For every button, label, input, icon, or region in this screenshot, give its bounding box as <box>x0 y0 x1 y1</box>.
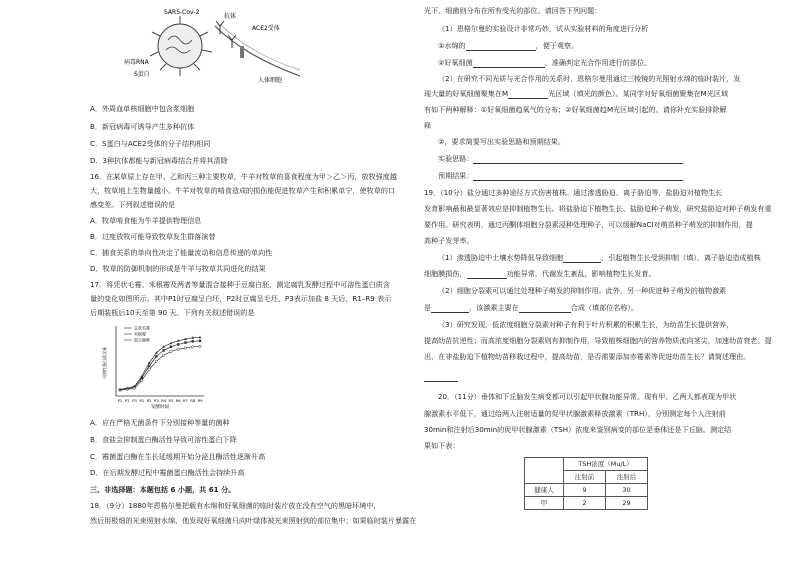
series-line <box>120 346 200 390</box>
x-tick-label: R1 <box>139 399 145 403</box>
x-tick-label: P1 <box>117 399 123 403</box>
r-line-16b: 功能异常，代谢发生紊乱，影响植物生长发育。 <box>506 269 656 278</box>
q16-option-a: A．牧草啃食能为牛羊提供物理信息 <box>90 216 202 225</box>
r-line-4: （2）在研究不同光质与光合作用的关系时，恩格尔曼用通过三棱镜的光照射水绵的临时装片，发 <box>438 74 741 83</box>
fermentation-chart <box>100 322 210 410</box>
blank-6[interactable] <box>563 254 601 263</box>
q17-stem-3: 后期装瓶后10天至第 90 天。下列有关叙述错误的是 <box>90 308 255 317</box>
label-sars: SARS-Cov-2 <box>164 9 200 16</box>
table-header: TSH浓度（Mu/L） <box>564 458 648 471</box>
table-row <box>525 484 648 497</box>
col-after: 注射后 <box>606 471 648 484</box>
label-ace2: ACE2受体 <box>252 25 280 32</box>
data-point <box>148 368 150 370</box>
data-point <box>170 346 172 348</box>
x-tick-label: R8 <box>190 399 196 403</box>
data-point <box>192 346 194 348</box>
blank-4[interactable] <box>473 155 683 164</box>
r-line-8: ②，要求简要写出实验思路和预期结果。 <box>438 137 565 146</box>
q15-option-d: D．3种抗体都能与新冠病毒结合并将其清除 <box>90 156 228 165</box>
x-tick-label: R5 <box>168 399 174 403</box>
x-tick-label: P2 <box>125 399 130 403</box>
label-cell: 人体细胞 <box>258 77 283 84</box>
r-line-15a: （1）渗透胁迫中土壤水势降低导致细胞 <box>438 253 564 262</box>
blank-9[interactable] <box>519 304 571 313</box>
q17-stem-1: 17．将凭状毛霉、米根霉及两者等量混合接种于豆腐白胚，测定腐乳发酵过程中可溶性蛋白质含 <box>90 280 390 289</box>
blank-8[interactable] <box>431 304 469 313</box>
x-tick-label: P3 <box>132 399 137 403</box>
row-before: 2 <box>564 497 606 510</box>
r-line-5 <box>424 89 728 99</box>
tsh-table <box>524 457 648 510</box>
r-line-18a: 是 <box>424 303 432 312</box>
q17-option-b: B．食盐会抑制蛋白酶活性导致可溶性蛋白下降 <box>90 435 237 444</box>
q18-stem-1: 18．（9分）1880年恩格尔曼把载有水绵和好氧细菌的临时装片放在没有空气的黑暗环境中， <box>90 501 381 510</box>
series-line <box>120 341 200 390</box>
r-line-10 <box>424 171 683 181</box>
data-point <box>177 348 179 350</box>
q18-stem-2: 然后用极细的光束照射水绵，他发现好氧细菌只向叶绿体被光束照射到的部位集中；如果临时装片暴露在 <box>90 516 417 525</box>
legend-label: 混合菌种 <box>134 337 150 343</box>
r-line-3b: ，准确判定光合作用进行的部位。 <box>544 58 652 67</box>
r-line-6: 有如下两种解释：①好氧细菌趋氧气的分布；②好氧细菌趋M光区域引起的。请你补充实验排除解 <box>424 105 727 114</box>
r-line-22: 20．（11分）垂体和下丘脑发生病变都可以引起甲状腺功能异常。现有甲、乙两人都表现为甲状 <box>438 392 737 401</box>
q17-option-a: A．应在严格无菌条件下分别接种等量的菌种 <box>90 418 230 427</box>
q15-option-c: C．S蛋白与ACE2受体的分子结构相同 <box>90 139 211 148</box>
r-line-18c: 合成（填部位名称）。 <box>570 303 639 312</box>
q17-stem-2: 量的变化如图所示。其中P1时豆腐呈白坯，P2时豆腐呈毛坯，P3表示加盐 8 天后，R1–R9 表示 <box>90 294 392 303</box>
q16-option-c: C．捕食关系的单向性决定了能量流动和信息传递的单向性 <box>90 248 273 257</box>
blank-7[interactable] <box>467 270 507 279</box>
r-line-1: （1）恩格尔曼的实验设计非常巧妙，试从实验材料的角度进行分析 <box>438 24 649 33</box>
r-line-18b: ，该激素主要在 <box>469 303 519 312</box>
r-line-9a: 实验思路： <box>438 154 474 163</box>
r-line-13: 要作用。研究表明，通过丙酮体细胞分裂素浸种处理种子，可以缓解NaCl对萌苗种子萌发的抑制作用，提 <box>424 220 753 229</box>
x-axis-label: 发酵时间 <box>151 405 169 410</box>
data-point <box>184 341 186 343</box>
r-line-20: 提高幼苗抗逆性；而高浓度细胞分裂素则有抑制作用，导致植株细胞内的营养物质流向茎尖，加速幼苗衰老。提 <box>424 336 772 345</box>
r-line-5a: 现大量的好氧细菌聚集在M <box>424 89 509 98</box>
x-tick-label: R7 <box>183 399 188 403</box>
r-line-10a: 预期结果： <box>438 171 474 180</box>
x-tick-label: R6 <box>175 399 181 403</box>
r-line-2b: ，便于观察。 <box>535 41 579 50</box>
table-row <box>525 497 648 510</box>
x-tick-label: R9 <box>197 399 203 403</box>
data-point <box>162 354 164 356</box>
q17-option-d: D．在后期发酵过程中霉菌蛋白酶活性会持续升高 <box>90 468 245 477</box>
r-line-16a: 细胞膜损伤， <box>424 269 467 278</box>
section-title: 三、非选择题：本题包括 6 小题，共 61 分。 <box>90 485 236 494</box>
virus-figure <box>120 6 300 94</box>
row-before: 9 <box>564 484 606 497</box>
r-line-12: 发育影响最和最显著效应是抑制植物生长。将盐胁迫下植物生长、盐胁迫种子萌发，研究盐胁迫对种子萌发有重 <box>424 204 772 213</box>
table-corner <box>525 458 564 484</box>
data-point <box>199 340 201 342</box>
r-line-3a: ②好氧细菌 <box>438 58 473 67</box>
q16-stem-2: 大，牧草地上生物量越小。牛羊对牧草的啃食造成的损伤能促进牧草产生和积累单宁，使牧草的口 <box>90 186 396 195</box>
r-line-16 <box>424 269 656 279</box>
y-axis-label: 可溶性蛋白质含量 <box>102 347 107 379</box>
r-line-15 <box>424 253 761 263</box>
x-tick-label: R3 <box>153 399 159 403</box>
data-point <box>192 340 194 342</box>
data-point <box>155 355 157 357</box>
data-point <box>184 347 186 349</box>
r-line-19: （3）研究发现，低浓度细胞分裂素对种子有利于叶片积累的积累生长，为幼苗生长提供营养， <box>438 320 734 329</box>
x-tick-label: R4 <box>161 399 167 403</box>
data-point <box>199 345 201 347</box>
r-line-24: 30min和注射后30min的促甲状腺激素（TSH）浓度来鉴别病变的部位是垂体还是下丘脑。测定结 <box>424 425 732 434</box>
r-line-0: 光下，细菌则分布在所有受光的部位。请回答下列问题： <box>424 6 602 15</box>
blank-3[interactable] <box>508 90 548 99</box>
data-point <box>141 379 143 381</box>
q16-stem-3: 感变差。下列叙述错误的是 <box>90 200 176 209</box>
r-line-7: 释 <box>424 121 432 130</box>
r-line-11: 19．（10分）盐分通过多种途径方式伤害植株。通过渗透胁迫、离子胁迫等，盐胁迫对植物生长 <box>424 188 723 197</box>
data-point <box>155 360 157 362</box>
r-line-2 <box>424 41 578 51</box>
r-line-21: 出，在非盐胁迫下植物幼苗移栽过程中，提高幼苗，是否需要添加赤霉素等促进幼苗生长？请简述理由。 <box>424 352 751 361</box>
q16-stem-1: 16．在某草原上存在甲、乙和丙三种主要牧草，牛羊对牧草的喜食程度为甲＞乙＞丙，放牧强度越 <box>90 172 397 181</box>
r-line-18 <box>424 303 638 313</box>
q15-option-b: B．新冠病毒可诱导产生多种抗体 <box>90 122 195 131</box>
r-line-2a: ①水绵的 <box>438 41 466 50</box>
row-name: 甲 <box>525 497 564 510</box>
r-line-9 <box>424 154 683 164</box>
blank-line[interactable] <box>424 372 458 382</box>
series-line <box>120 337 200 389</box>
r-line-14: 高种子发芽率。 <box>424 236 474 245</box>
r-line-25: 果如下表： <box>424 441 460 450</box>
blank-2[interactable] <box>473 59 545 68</box>
row-after: 29 <box>606 497 648 510</box>
data-point <box>177 343 179 345</box>
q16-option-d: D．牧草的防御机制的形成是牛羊与牧草共同进化的结果 <box>90 264 266 273</box>
row-after: 30 <box>606 484 648 497</box>
col-before: 注射前 <box>564 471 606 484</box>
r-line-15b: ，引起植物生长受到抑制（填），离子胁迫造成植株 <box>601 253 761 262</box>
data-point <box>170 350 172 352</box>
row-name: 健康人 <box>525 484 564 497</box>
label-antibody: 抗体 <box>224 13 237 20</box>
q16-option-b: B．过度放牧可能导致牧草发生群落演替 <box>90 232 216 241</box>
blank-5[interactable] <box>473 172 683 181</box>
label-rna: 病毒RNA <box>124 59 149 66</box>
label-s-protein: S蛋白 <box>134 71 150 78</box>
q15-option-a: A．外周血单核细胞中包含浆细胞 <box>90 104 195 113</box>
r-line-23: 腺激素水平低下，通过给两人注射适量的促甲状腺激素释放激素（TRH），分别测定每个人注射前 <box>424 409 726 418</box>
r-line-3 <box>424 58 651 68</box>
r-line-5b: 光区域（填光的颜色）。某同学对好氧细菌聚集在M光区域 <box>548 89 729 98</box>
r-line-17: （2）细胞分裂素可以通过处理种子萌发的抑制作用。此外，另一种促进种子萌发的植物激素 <box>438 286 727 295</box>
x-tick-label: R2 <box>146 399 152 403</box>
data-point <box>162 349 164 351</box>
blank-1[interactable] <box>466 42 536 51</box>
q17-option-c: C．霉菌蛋白酶在生长延缓期开始分泌且酶活性逐渐升高 <box>90 452 266 461</box>
legend-label: 总状毛霉 <box>134 325 150 331</box>
legend-label: 米根霉 <box>134 331 146 337</box>
